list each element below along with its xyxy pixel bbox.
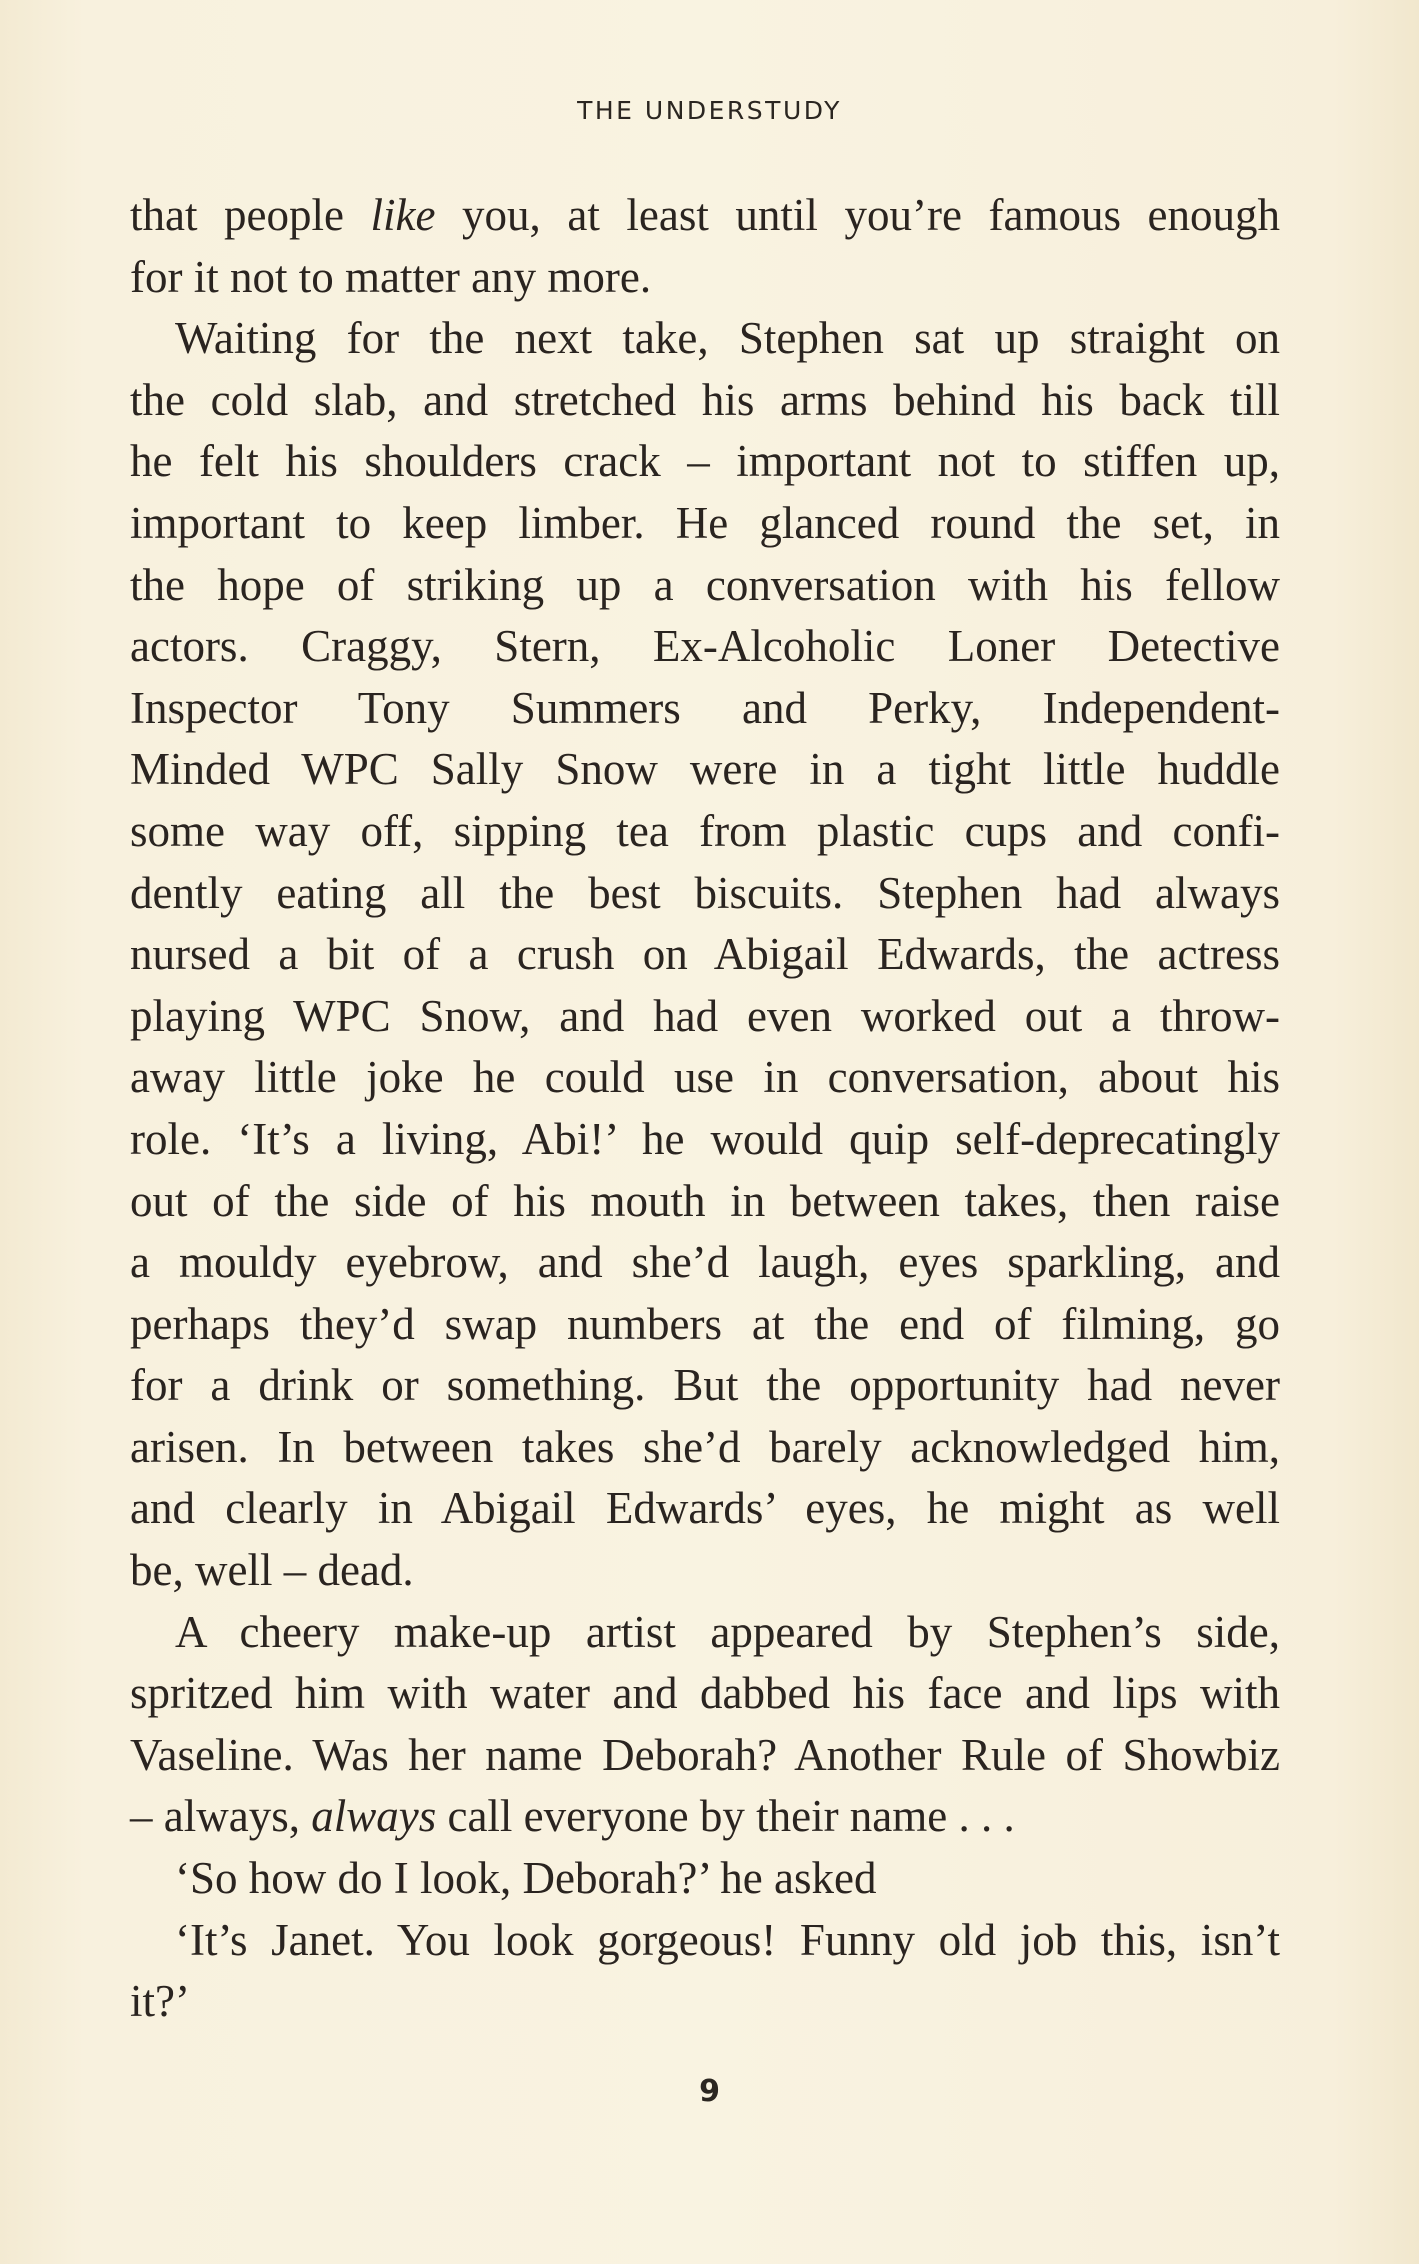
- text-line: and clearly in Abigail Edwards’ eyes, he might as well: [130, 1483, 1280, 1534]
- text-line: Inspector Tony Summers and Perky, Independent-: [130, 682, 1280, 733]
- text-line: be, well – dead.: [130, 1545, 414, 1596]
- paragraph: [130, 308, 1280, 1601]
- text-line: – always, always call everyone by their name . . .: [130, 1791, 1015, 1842]
- paragraph: [130, 1910, 1280, 2033]
- emphasis: always: [311, 1791, 437, 1842]
- paragraph: [130, 1848, 1280, 1910]
- text-line: Vaseline. Was her name Deborah? Another Rule of Showbiz: [130, 1729, 1280, 1780]
- text-line: a mouldy eyebrow, and she’d laugh, eyes sparkling, and: [130, 1237, 1280, 1288]
- text-line: that people like you, at least until you’re famous enough: [130, 190, 1280, 240]
- text-line: nursed a bit of a crush on Abigail Edwards, the actress: [130, 929, 1280, 980]
- text-line: Minded WPC Sally Snow were in a tight little huddle: [130, 744, 1280, 795]
- running-head: THE UNDERSTUDY: [577, 96, 842, 125]
- text-line: Waiting for the next take, Stephen sat up straight on: [175, 313, 1280, 364]
- text-line: for a drink or something. But the opportunity had never: [130, 1360, 1280, 1411]
- text-line: the cold slab, and stretched his arms behind his back till: [130, 374, 1280, 425]
- text-line: the hope of striking up a conversation with his fellow: [130, 559, 1280, 610]
- text-line: ‘So how do I look, Deborah?’ he asked: [175, 1853, 877, 1904]
- text-line: away little joke he could use in conversation, about his: [130, 1052, 1280, 1103]
- body-text: [130, 185, 1280, 2033]
- text-line: playing WPC Snow, and had even worked out a throw-: [130, 990, 1280, 1041]
- text-line: A cheery make-up artist appeared by Stephen’s side,: [175, 1606, 1280, 1657]
- text-line: ‘It’s Janet. You look gorgeous! Funny old job this, isn’t: [175, 1914, 1280, 1965]
- text-line: it?’: [130, 1976, 190, 2027]
- text-line: dently eating all the best biscuits. Stephen had always: [130, 867, 1280, 918]
- paragraph: [130, 185, 1280, 308]
- text-line: out of the side of his mouth in between takes, then raise: [130, 1175, 1280, 1226]
- text-line: actors. Craggy, Stern, Ex-Alcoholic Loner Detective: [130, 621, 1280, 672]
- text-line: important to keep limber. He glanced round the set, in: [130, 497, 1280, 548]
- text-line: perhaps they’d swap numbers at the end of filming, go: [130, 1298, 1280, 1349]
- text-line: arisen. In between takes she’d barely acknowledged him,: [130, 1421, 1280, 1472]
- text-line: spritzed him with water and dabbed his face and lips with: [130, 1668, 1280, 1719]
- paragraph: [130, 1602, 1280, 1848]
- page-number: 9: [699, 2074, 720, 2109]
- text-line: some way off, sipping tea from plastic cups and confi-: [130, 805, 1280, 856]
- text-line: for it not to matter any more.: [130, 251, 652, 302]
- text-line: role. ‘It’s a living, Abi!’ he would quip self-deprecatingly: [130, 1113, 1280, 1164]
- emphasis: like: [370, 190, 436, 240]
- text-line: he felt his shoulders crack – important not to stiffen up,: [130, 436, 1280, 487]
